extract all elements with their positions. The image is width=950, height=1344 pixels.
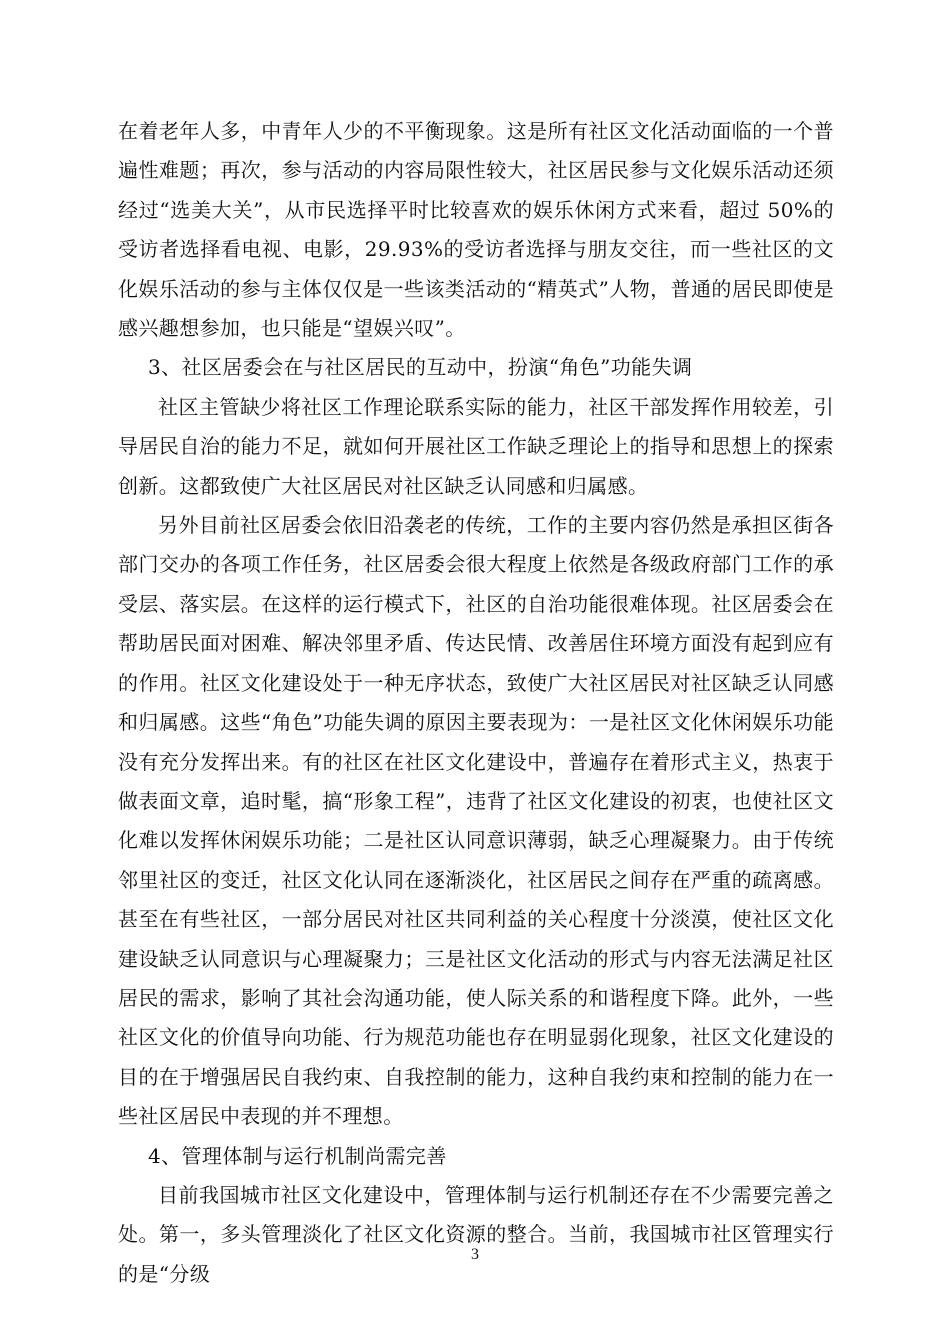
- section-heading-4: 4、管理体制与运行机制尚需完善: [148, 1143, 447, 1168]
- section-heading-3: 3、社区居委会在与社区居民的互动中，扮演“角色”功能失调: [148, 355, 693, 380]
- paragraph-role-dysfunction: 另外目前社区居委会依旧沿袭老的传统，工作的主要内容仍然是承担区街各部门交办的各项工作任务，社区居委会很大程度上依然是各级政府部门工作的承受层、落实层。在这样的运行模式下，社区的自治功能很难体现。社区居委会在帮助居民面对困难、解决邻里矛盾、传达民情、改善居住环境方面没有起到应有的作用。社区文化建设处于一种无序状态，致使广大社区居民对社区缺乏认同感和归属感。这些“角色”功能失调的原因主要表现为：一是社区文化休闲娱乐功能没有充分发挥出来。有的社区在社区文化建设中，普遍存在着形式主义，热衷于做表面文章，追时髦，搞“形象工程”，违背了社区文化建设的初衷，也使社区文化难以发挥休闲娱乐功能；二是社区认同意识薄弱，缺乏心理凝聚力。由于传统邻里社区的变迁，社区文化认同在逐渐淡化，社区居民之间存在严重的疏离感。甚至在有些社区，一部分居民对社区共同利益的关心程度十分淡漠，使社区文化建设缺乏认同意识与心理凝聚力；三是社区文化活动的形式与内容无法满足社区居民的需求，影响了其社会沟通功能，使人际关系的和谐程度下降。此外，一些社区文化的价值导向功能、行为规范功能也存在明显弱化现象，社区文化建设的目的在于增强居民自我约束、自我控制的能力，这种自我约束和控制的能力在一些社区居民中表现的并不理想。: [118, 513, 834, 1129]
- paragraph-community-leadership: 社区主管缺少将社区工作理论联系实际的能力，社区干部发挥作用较差，引导居民自治的能力不足，就如何开展社区工作缺乏理论上的指导和思想上的探索创新。这都致使广大社区居民对社区缺乏认同感和归属感。: [118, 394, 834, 498]
- page-number: 3: [471, 1246, 479, 1263]
- document-body: [118, 112, 834, 1294]
- paragraph-management-system: 目前我国城市社区文化建设中，管理体制与运行机制还存在不少需要完善之处。第一，多头管理淡化了社区文化资源的整合。当前，我国城市社区管理实行的是“分级: [118, 1182, 834, 1286]
- paragraph-participation-issues: 在着老年人多，中青年人少的不平衡现象。这是所有社区文化活动面临的一个普遍性难题；再次，参与活动的内容局限性较大，社区居民参与文化娱乐活动还须经过“选美大关”，从市民选择平时比较喜欢的娱乐休闲方式来看，超过 50%的受访者选择看电视、电影，29.93%的受访者选择与朋友交往，而一些社区的文化娱乐活动的参与主体仅仅是一些该类活动的“精英式”人物，普通的居民即使是感兴趣想参加，也只能是“望娱兴叹”。: [118, 119, 834, 341]
